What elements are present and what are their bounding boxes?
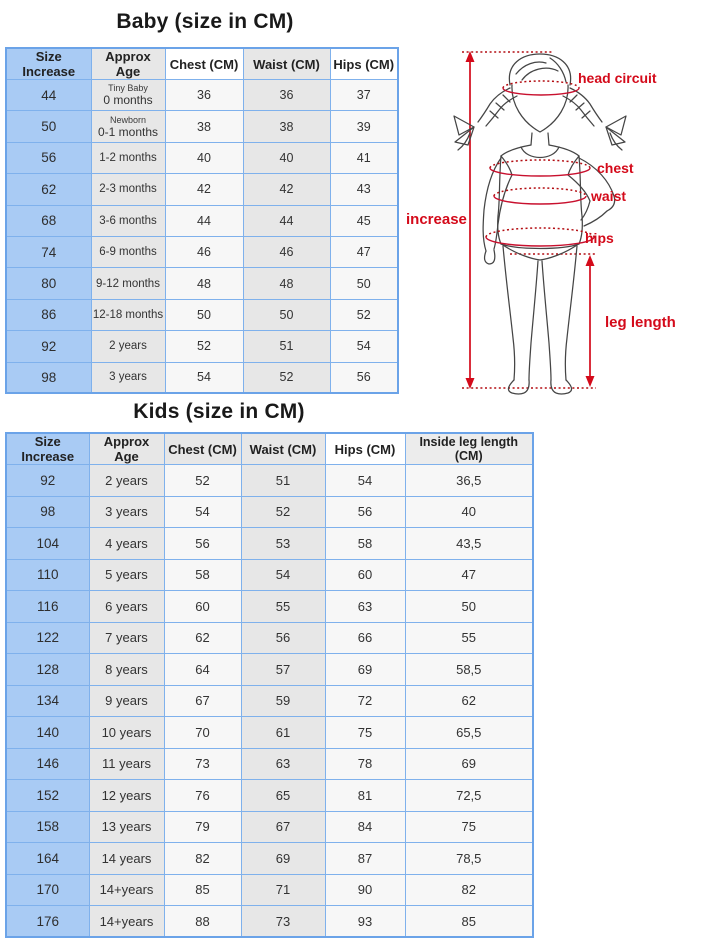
- table-cell: 42: [243, 174, 330, 205]
- table-cell: 72: [325, 685, 405, 717]
- table-cell: 92: [6, 331, 91, 362]
- table-cell: 51: [241, 465, 325, 497]
- table-cell: 39: [330, 111, 398, 142]
- table-cell: 44: [243, 205, 330, 236]
- girl-measurement-diagram: [400, 38, 720, 398]
- table-cell: 3 years: [91, 362, 165, 393]
- table-cell: 40: [243, 142, 330, 173]
- column-header: Approx Age: [89, 433, 164, 465]
- header-row: [6, 433, 533, 465]
- table-row: [6, 268, 398, 299]
- table-cell: 6 years: [89, 591, 164, 623]
- table-cell: 55: [405, 622, 533, 654]
- table-cell: 50: [6, 111, 91, 142]
- table-row: [6, 654, 533, 686]
- table-cell: 40: [405, 496, 533, 528]
- table-cell: 14 years: [89, 843, 164, 875]
- leg-length-label: leg length: [605, 314, 676, 331]
- table-cell: 85: [405, 906, 533, 938]
- table-cell: 54: [325, 465, 405, 497]
- table-row: [6, 717, 533, 749]
- table-cell: 2-3 months: [91, 174, 165, 205]
- table-cell: 110: [6, 559, 89, 591]
- table-cell: 80: [6, 268, 91, 299]
- table-row: [6, 906, 533, 938]
- table-cell: 62: [6, 174, 91, 205]
- table-row: [6, 591, 533, 623]
- girl-outline-drawing: [454, 54, 626, 394]
- table-cell: 85: [164, 874, 241, 906]
- table-cell: 14+years: [89, 906, 164, 938]
- kids-size-table: [5, 432, 534, 938]
- table-cell: 54: [241, 559, 325, 591]
- table-cell: 38: [165, 111, 243, 142]
- table-cell: 52: [164, 465, 241, 497]
- table-cell: 52: [165, 331, 243, 362]
- table-cell: 116: [6, 591, 89, 623]
- table-cell: 63: [325, 591, 405, 623]
- measurement-illustration: [400, 38, 720, 398]
- leg-length-arrow: [586, 255, 595, 387]
- table-row: [6, 331, 398, 362]
- table-cell: 56: [164, 528, 241, 560]
- table-cell: 98: [6, 496, 89, 528]
- table-cell: 88: [164, 906, 241, 938]
- table-cell: 93: [325, 906, 405, 938]
- table-cell: 3 years: [89, 496, 164, 528]
- table-cell: 2 years: [91, 331, 165, 362]
- column-header: Waist (CM): [243, 48, 330, 80]
- kids-table-title: Kids (size in CM): [133, 400, 305, 423]
- baby-table-title: Baby (size in CM): [116, 10, 294, 33]
- table-cell: 78,5: [405, 843, 533, 875]
- table-cell: 72,5: [405, 780, 533, 812]
- table-cell: 70: [164, 717, 241, 749]
- table-cell: 140: [6, 717, 89, 749]
- column-header: Hips (CM): [325, 433, 405, 465]
- table-cell: 41: [330, 142, 398, 173]
- table-cell: 47: [405, 559, 533, 591]
- table-cell: 98: [6, 362, 91, 393]
- table-cell: 14+years: [89, 874, 164, 906]
- table-cell: 65: [241, 780, 325, 812]
- table-row: [6, 142, 398, 173]
- column-header: Approx Age: [91, 48, 165, 80]
- table-cell: 82: [405, 874, 533, 906]
- table-cell: Tiny Baby 0 months: [91, 80, 165, 111]
- table-cell: 75: [405, 811, 533, 843]
- table-cell: 38: [243, 111, 330, 142]
- table-row: [6, 780, 533, 812]
- table-cell: 12-18 months: [91, 299, 165, 330]
- table-row: [6, 111, 398, 142]
- table-cell: 66: [325, 622, 405, 654]
- table-cell: 36: [243, 80, 330, 111]
- table-cell: 164: [6, 843, 89, 875]
- table-cell: 134: [6, 685, 89, 717]
- column-header: Chest (CM): [164, 433, 241, 465]
- table-cell: Newborn 0-1 months: [91, 111, 165, 142]
- table-cell: 69: [325, 654, 405, 686]
- table-cell: 56: [325, 496, 405, 528]
- table-cell: 1-2 months: [91, 142, 165, 173]
- table-cell: 50: [165, 299, 243, 330]
- table-cell: 78: [325, 748, 405, 780]
- table-row: [6, 685, 533, 717]
- table-row: [6, 205, 398, 236]
- table-cell: 7 years: [89, 622, 164, 654]
- table-cell: 58: [164, 559, 241, 591]
- table-cell: 79: [164, 811, 241, 843]
- table-cell: 152: [6, 780, 89, 812]
- table-cell: 73: [241, 906, 325, 938]
- table-cell: 36,5: [405, 465, 533, 497]
- table-cell: 50: [243, 299, 330, 330]
- table-cell: 10 years: [89, 717, 164, 749]
- table-cell: 52: [243, 362, 330, 393]
- table-cell: 104: [6, 528, 89, 560]
- column-header: Waist (CM): [241, 433, 325, 465]
- table-cell: 69: [405, 748, 533, 780]
- table-cell: 44: [165, 205, 243, 236]
- column-header: Inside leg length (CM): [405, 433, 533, 465]
- hips-label: hips: [585, 230, 614, 246]
- table-cell: 5 years: [89, 559, 164, 591]
- table-cell: 90: [325, 874, 405, 906]
- table-cell: 53: [241, 528, 325, 560]
- table-row: [6, 622, 533, 654]
- table-cell: 62: [164, 622, 241, 654]
- table-cell: 82: [164, 843, 241, 875]
- table-cell: 76: [164, 780, 241, 812]
- table-cell: 146: [6, 748, 89, 780]
- table-cell: 58: [325, 528, 405, 560]
- table-cell: 11 years: [89, 748, 164, 780]
- table-cell: 122: [6, 622, 89, 654]
- table-cell: 61: [241, 717, 325, 749]
- table-cell: 2 years: [89, 465, 164, 497]
- table-cell: 158: [6, 811, 89, 843]
- table-cell: 65,5: [405, 717, 533, 749]
- table-cell: 56: [241, 622, 325, 654]
- baby-size-table: [5, 47, 399, 394]
- table-cell: 44: [6, 80, 91, 111]
- guide-lines: [462, 52, 596, 388]
- table-row: [6, 236, 398, 267]
- table-cell: 36: [165, 80, 243, 111]
- table-cell: 84: [325, 811, 405, 843]
- table-cell: 60: [164, 591, 241, 623]
- table-cell: 43,5: [405, 528, 533, 560]
- table-cell: 43: [330, 174, 398, 205]
- column-header: Size Increase: [6, 48, 91, 80]
- head-circuit-label: head circuit: [578, 70, 657, 86]
- table-cell: 170: [6, 874, 89, 906]
- table-row: [6, 748, 533, 780]
- table-cell: 75: [325, 717, 405, 749]
- table-cell: 55: [241, 591, 325, 623]
- table-cell: 86: [6, 299, 91, 330]
- table-cell: 81: [325, 780, 405, 812]
- table-cell: 92: [6, 465, 89, 497]
- table-cell: 54: [165, 362, 243, 393]
- table-cell: 13 years: [89, 811, 164, 843]
- table-cell: 128: [6, 654, 89, 686]
- table-cell: 46: [243, 236, 330, 267]
- table-cell: 56: [6, 142, 91, 173]
- table-row: [6, 299, 398, 330]
- table-cell: 67: [164, 685, 241, 717]
- table-cell: 68: [6, 205, 91, 236]
- column-header: Hips (CM): [330, 48, 398, 80]
- table-cell: 6-9 months: [91, 236, 165, 267]
- table-cell: 47: [330, 236, 398, 267]
- table-cell: 3-6 months: [91, 205, 165, 236]
- table-cell: 74: [6, 236, 91, 267]
- header-row: [6, 48, 398, 80]
- table-cell: 42: [165, 174, 243, 205]
- table-cell: 62: [405, 685, 533, 717]
- table-cell: 50: [330, 268, 398, 299]
- table-cell: 46: [165, 236, 243, 267]
- table-row: [6, 496, 533, 528]
- table-cell: 52: [330, 299, 398, 330]
- column-header: Chest (CM): [165, 48, 243, 80]
- table-row: [6, 528, 533, 560]
- table-cell: 59: [241, 685, 325, 717]
- table-cell: 58,5: [405, 654, 533, 686]
- table-row: [6, 874, 533, 906]
- table-row: [6, 80, 398, 111]
- table-cell: 52: [241, 496, 325, 528]
- table-cell: 48: [243, 268, 330, 299]
- table-cell: 12 years: [89, 780, 164, 812]
- table-cell: 87: [325, 843, 405, 875]
- table-cell: 54: [164, 496, 241, 528]
- table-row: [6, 362, 398, 393]
- table-cell: 69: [241, 843, 325, 875]
- table-cell: 64: [164, 654, 241, 686]
- table-cell: 45: [330, 205, 398, 236]
- table-cell: 60: [325, 559, 405, 591]
- table-cell: 63: [241, 748, 325, 780]
- table-cell: 56: [330, 362, 398, 393]
- table-cell: 73: [164, 748, 241, 780]
- table-cell: 9 years: [89, 685, 164, 717]
- table-cell: 8 years: [89, 654, 164, 686]
- table-row: [6, 174, 398, 205]
- table-row: [6, 465, 533, 497]
- column-header: Size Increase: [6, 433, 89, 465]
- waist-label: waist: [591, 188, 627, 204]
- table-cell: 54: [330, 331, 398, 362]
- increase-label: increase: [406, 211, 467, 228]
- table-cell: 9-12 months: [91, 268, 165, 299]
- table-cell: 50: [405, 591, 533, 623]
- table-cell: 71: [241, 874, 325, 906]
- table-cell: 37: [330, 80, 398, 111]
- table-cell: 4 years: [89, 528, 164, 560]
- table-cell: 51: [243, 331, 330, 362]
- table-row: [6, 811, 533, 843]
- table-row: [6, 843, 533, 875]
- table-cell: 176: [6, 906, 89, 938]
- table-row: [6, 559, 533, 591]
- chest-label: chest: [597, 160, 634, 176]
- table-cell: 67: [241, 811, 325, 843]
- table-cell: 57: [241, 654, 325, 686]
- table-cell: 40: [165, 142, 243, 173]
- table-cell: 48: [165, 268, 243, 299]
